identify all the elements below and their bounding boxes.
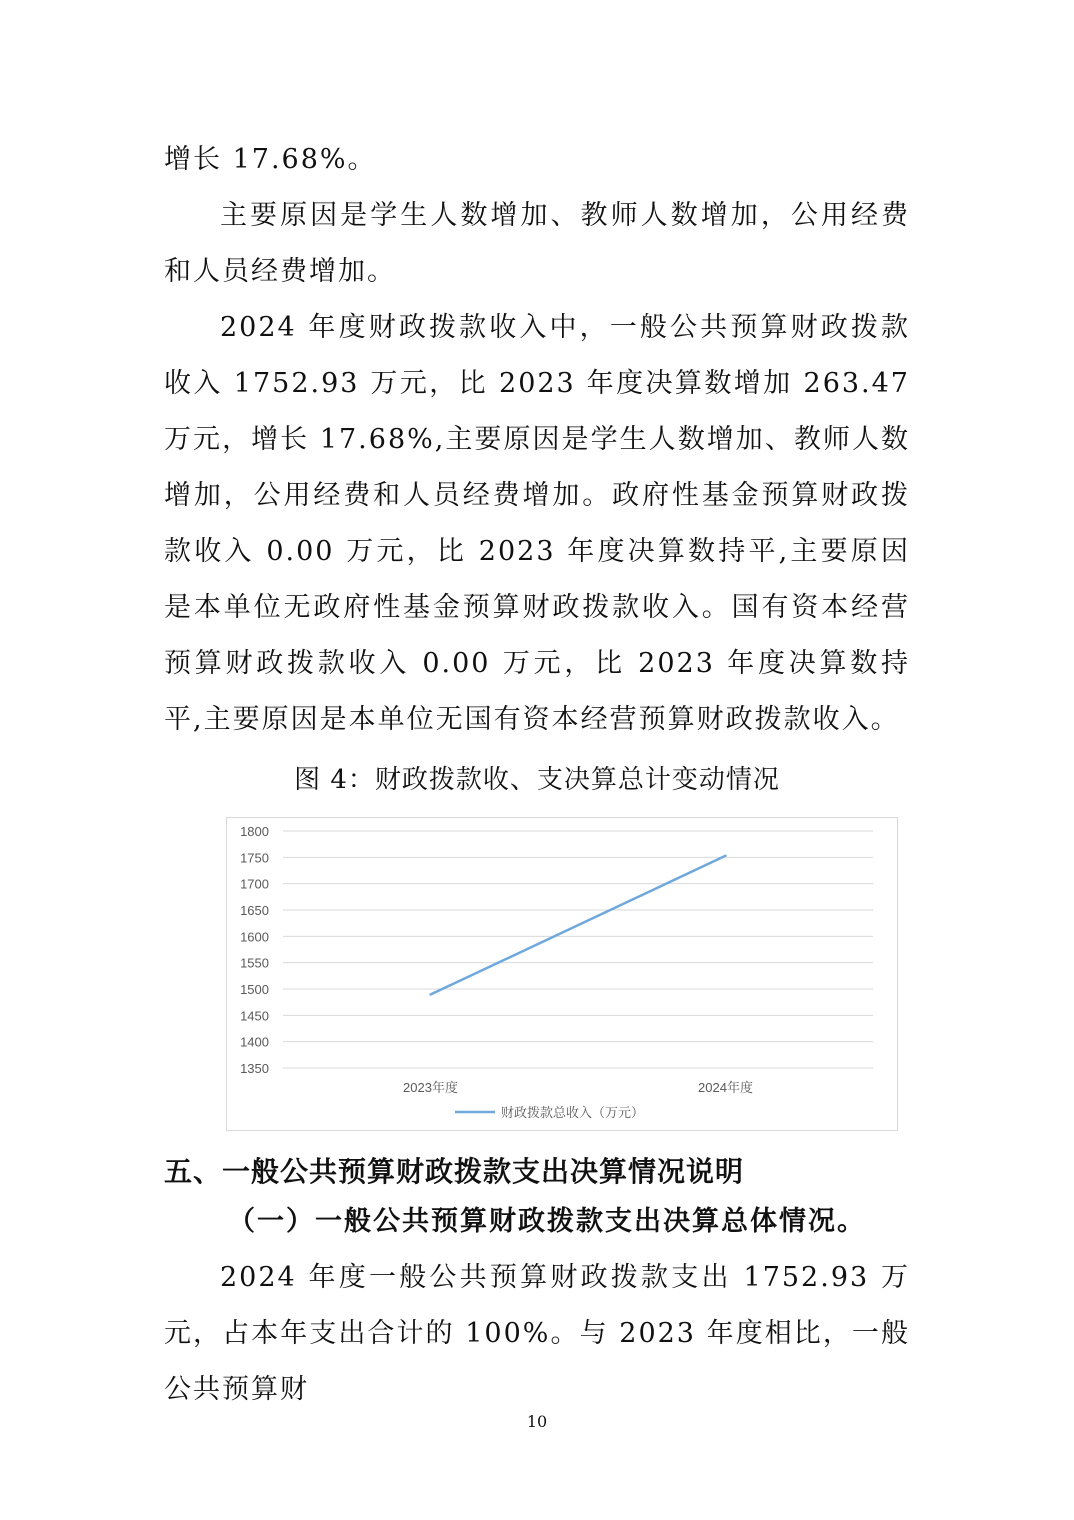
page-number: 10: [526, 1412, 548, 1431]
subsection-heading: （一）一般公共预算财政拨款支出决算总体情况。: [228, 1206, 866, 1237]
y-tick-label: 1550: [240, 955, 269, 971]
x-tick-label: 2023年度: [403, 1080, 458, 1095]
paragraph-reason: 主要原因是学生人数增加、教师人数增加，公用经费和人员经费增加。: [164, 200, 910, 287]
chart-svg: [227, 818, 897, 1130]
y-tick-label: 1700: [240, 876, 269, 892]
y-tick-label: 1500: [240, 982, 269, 997]
y-tick-label: 1350: [240, 1061, 269, 1076]
series-line: [431, 856, 726, 995]
legend-label: 财政拨款总收入（万元）: [501, 1106, 645, 1121]
data-point: [724, 855, 726, 857]
figure-title: 图 4：财政拨款收、支决算总计变动情况: [294, 765, 780, 795]
y-tick-label: 1750: [240, 850, 269, 866]
y-tick-label: 1450: [240, 1008, 269, 1024]
paragraph-expenditure: 2024 年度一般公共预算财政拨款支出 1752.93 万元，占本年支出合计的 100%。与 2023 年度相比，一般公共预算财: [164, 1262, 910, 1405]
y-tick-label: 1400: [240, 1034, 269, 1050]
line-chart: [226, 817, 898, 1131]
x-tick-label: 2024年度: [698, 1080, 753, 1095]
section-heading: 五、一般公共预算财政拨款支出决算情况说明: [164, 1155, 745, 1188]
paragraph-growth: 增长 17.68%。: [164, 144, 377, 175]
y-tick-label: 1650: [240, 903, 269, 918]
paragraph-fiscal-income: 2024 年度财政拨款收入中，一般公共预算财政拨款收入 1752.93 万元，比 2023 年度决算数增加 263.47 万元，增长 17.68%,主要原因是学生人数增加、教师人数增加，公用经费和人员经费增加。政府性基金预算财政拨款收入 0.00 万元，比 2023 年度决算数持平,主要原因是本单位无政府性基金预算财政拨款收入。国有资本经营预算财政拨款收入 0.00 万元，比 2023 年度决算数持平,主要原因是本单位无国有资本经营预算财政拨款收入。: [164, 312, 910, 735]
y-tick-label: 1600: [240, 929, 269, 945]
y-tick-label: 1800: [240, 824, 269, 839]
data-point: [429, 993, 431, 995]
